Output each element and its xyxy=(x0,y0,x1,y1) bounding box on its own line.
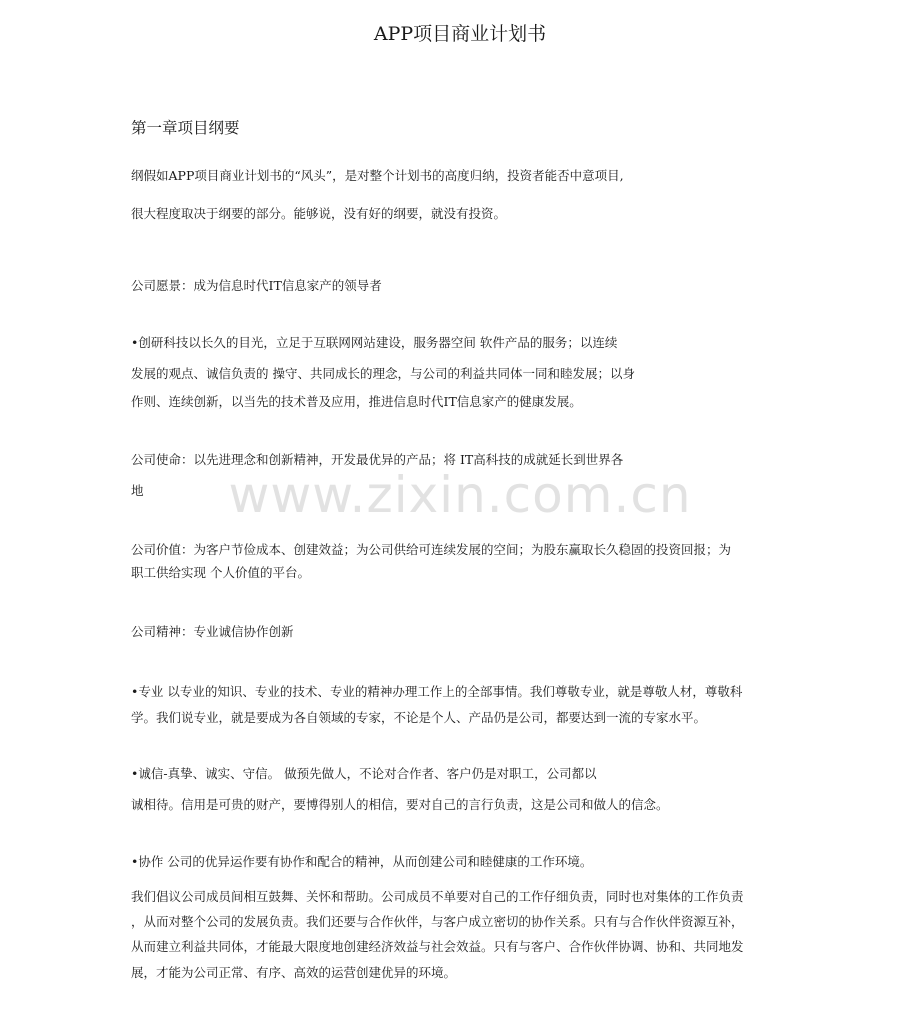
paragraph-line: 公司使命：以先进理念和创新精神，开发最优异的产品；将 IT高科技的成就延长到世界各 xyxy=(131,452,624,467)
document-title: APP项目商业计划书 xyxy=(373,23,547,45)
paragraph-line: 诚相待。信用是可贵的财产，要博得别人的相信，要对自己的言行负责，这是公司和做人的信念。 xyxy=(131,797,669,812)
paragraph-line: 很大程度取决于纲要的部分。能够说，没有好的纲要，就没有投资。 xyxy=(131,206,507,221)
paragraph-line: •协作 公司的优异运作要有协作和配合的精神，从而创建公司和睦健康的工作环境。 xyxy=(131,854,593,869)
paragraph-line: 公司精神：专业诚信协作创新 xyxy=(131,624,294,639)
paragraph-line: •诚信-真挚、诚实、守信。 做预先做人，不论对合作者、客户仍是对职工，公司都以 xyxy=(131,766,597,781)
paragraph-line: 地 xyxy=(131,483,144,498)
paragraph-line: 公司愿景：成为信息时代IT信息家产的领导者 xyxy=(131,278,382,293)
paragraph-line: 公司价值：为客户节俭成本、创建效益；为公司供给可连续发展的空间；为股东赢取长久稳固的投资回报；为 xyxy=(131,542,732,557)
paragraph-line: 作则、连续创新，以当先的技术普及应用，推进信息时代IT信息家产的健康发展。 xyxy=(131,394,582,409)
paragraph-line: 学。我们说专业，就是要成为各自领域的专家，不论是个人、产品仍是公司，都要达到一流的专家水平。 xyxy=(131,710,707,725)
paragraph-line: 发展的观点、诚信负责的 操守、共同成长的理念，与公司的利益共同体一同和睦发展；以身 xyxy=(131,366,635,381)
paragraph-line: 展，才能为公司正常、有序、高效的运营创建优异的环境。 xyxy=(131,965,457,980)
paragraph-line: ，从而对整个公司的发展负责。我们还要与合作伙伴，与客户成立密切的协作关系。只有与合作伙伴资源互补， xyxy=(131,914,744,929)
paragraph-line: 从而建立利益共同体，才能最大限度地创建经济效益与社会效益。只有与客户、合作伙伴协调、协和、共同地发 xyxy=(131,939,744,954)
chapter-heading: 第一章项目纲要 xyxy=(131,119,240,137)
paragraph-line: 我们倡议公司成员间相互鼓舞、关怀和帮助。公司成员不单要对自己的工作仔细负责，同时也对集体的工作负责 xyxy=(131,889,744,904)
paragraph-line: •专业 以专业的知识、专业的技术、专业的精神办理工作上的全部事情。我们尊敬专业，就是尊敬人材，尊敬科 xyxy=(131,684,743,699)
paragraph-line: 职工供给实现 个人价值的平台。 xyxy=(131,565,310,580)
paragraph-line: •创研科技以长久的目光，立足于互联网网站建设，服务器空间 软件产品的服务；以连续 xyxy=(131,335,618,350)
paragraph-line: 纲假如APP项目商业计划书的“风头”，是对整个计划书的高度归纳，投资者能否中意项目, xyxy=(131,168,624,183)
watermark: www.zixin.com.cn xyxy=(228,466,692,524)
